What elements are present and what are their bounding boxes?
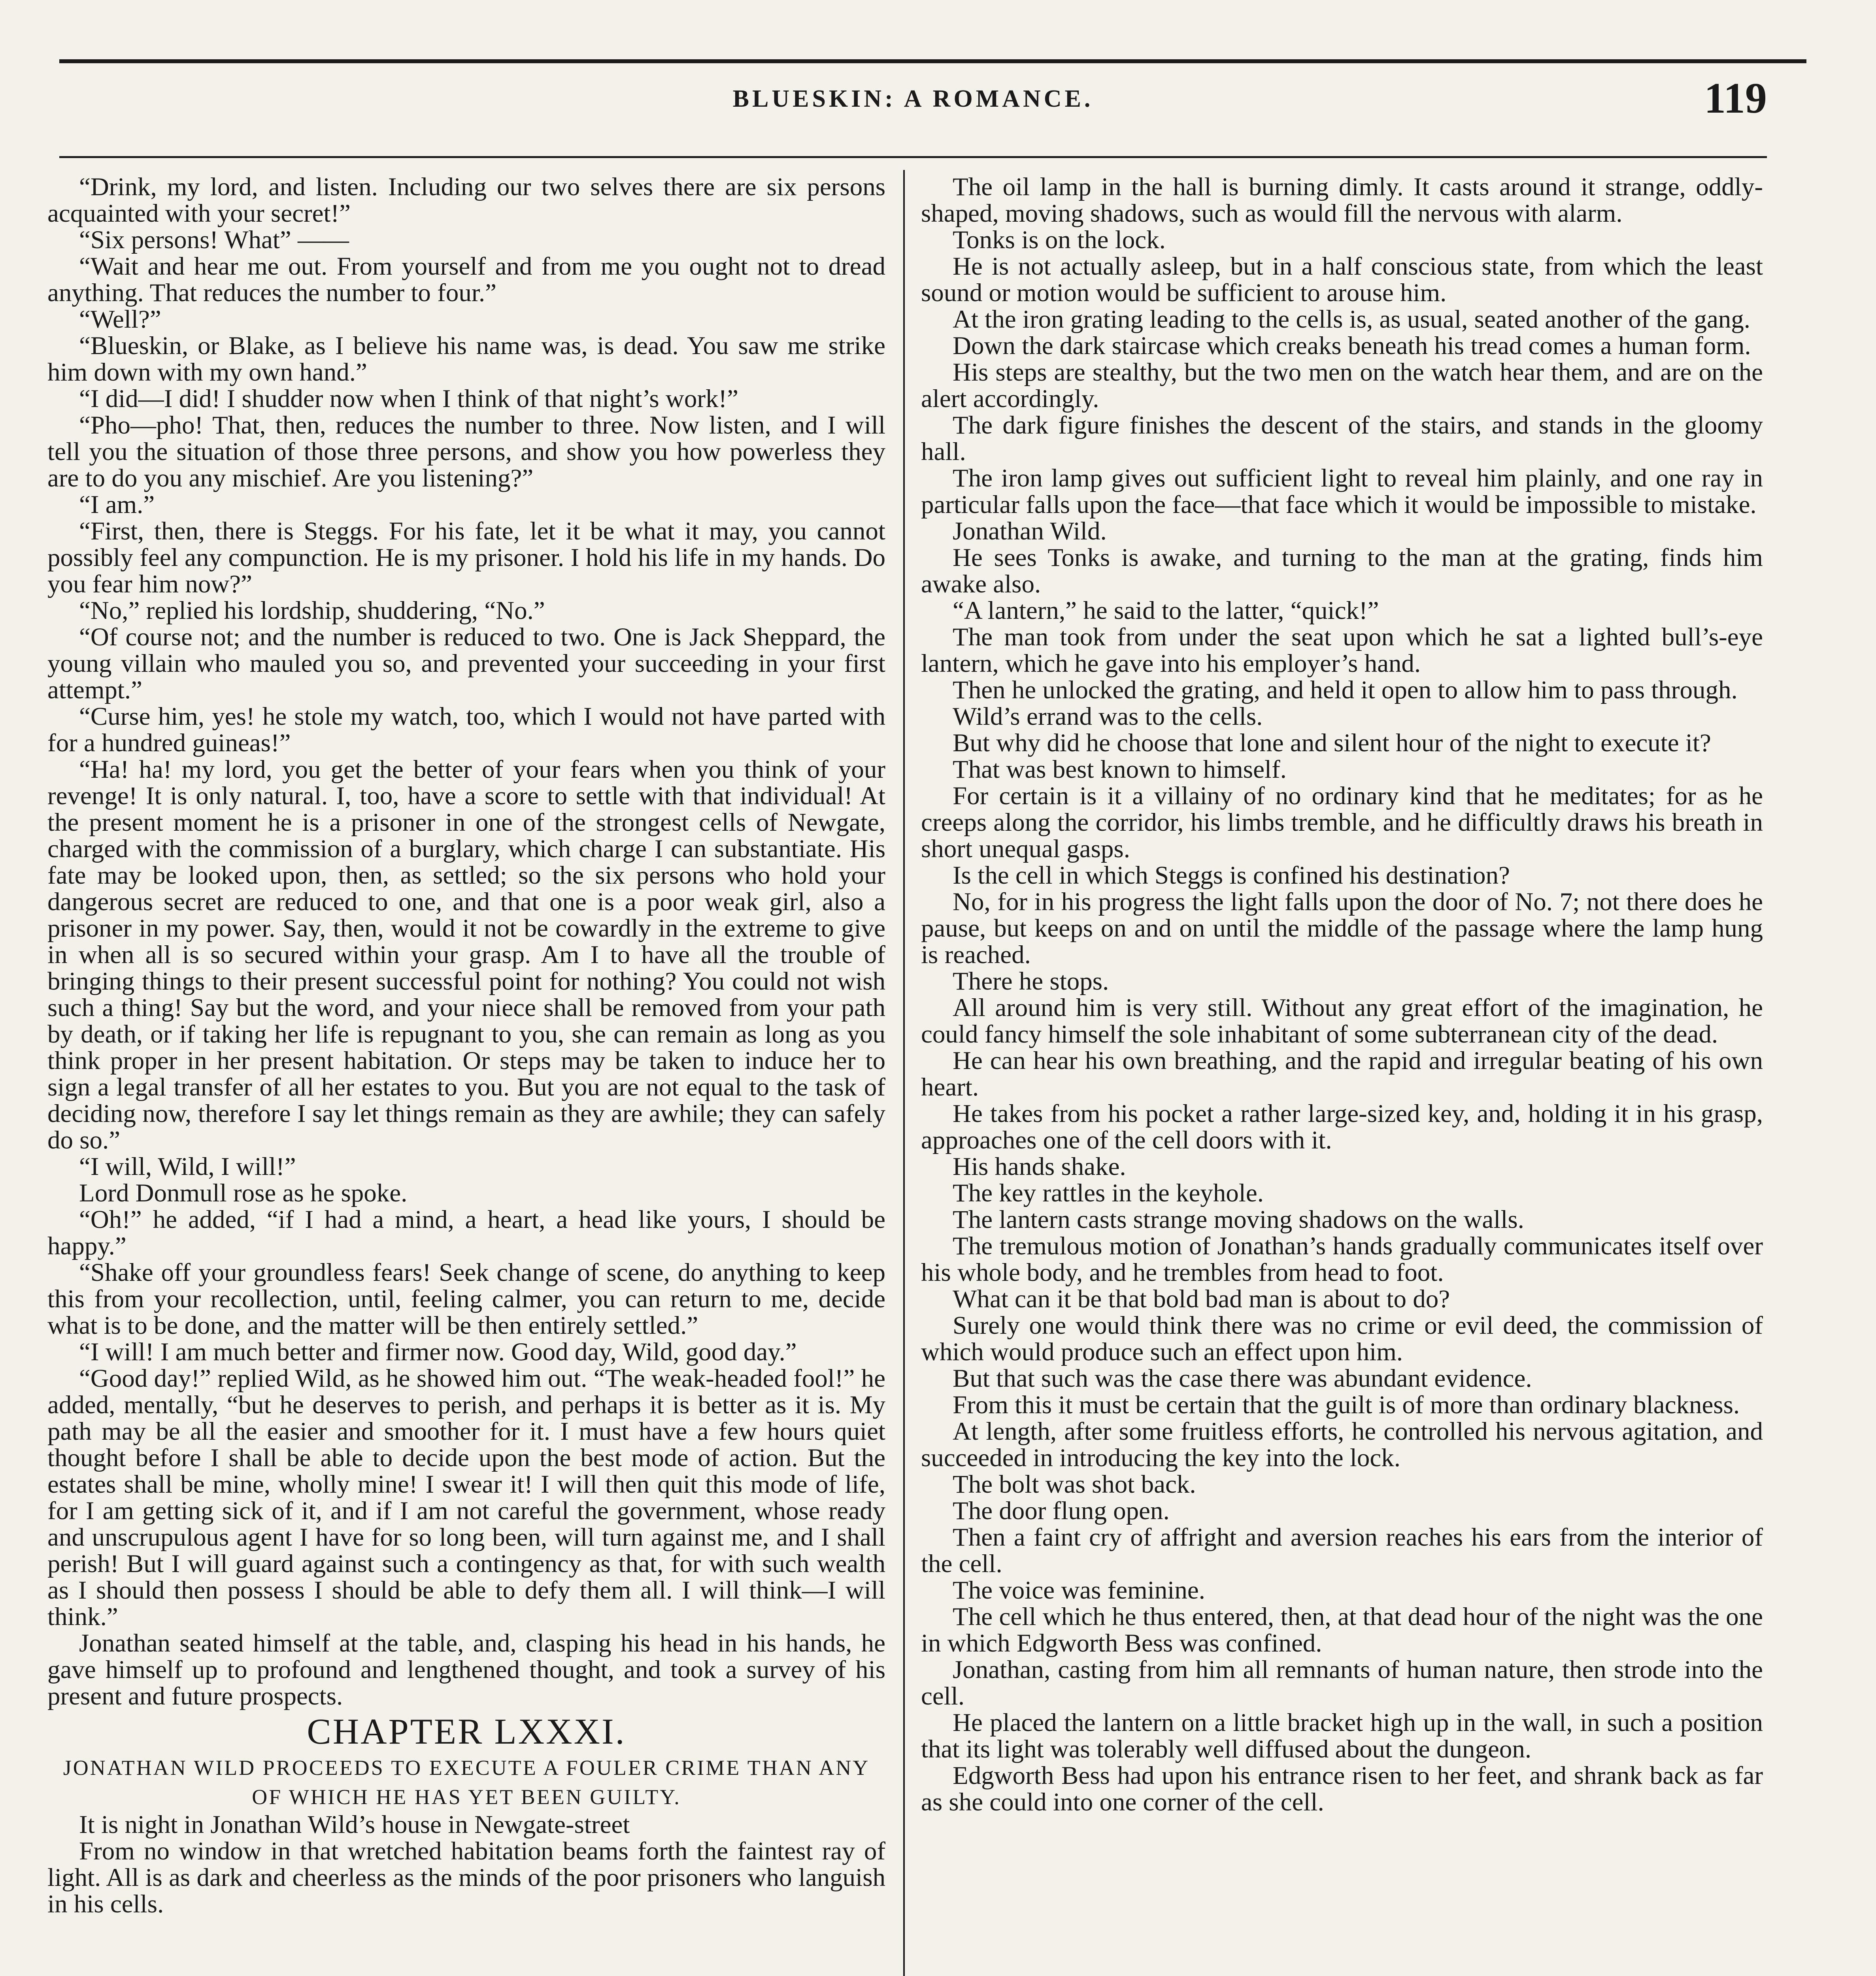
paragraph: His steps are stealthy, but the two men on the watch hear them, and are on the alert accordingly. — [921, 358, 1763, 413]
paragraph: “Good day!” replied Wild, as he showed him out. “The weak-headed fool!” he added, mentally, “but he deserves to perish, and perhaps it is better as it is. My path may be all the easier and smoother for it. I must have a few hours quiet thought before I shall be able to decide upon the best mode of action. But the estates shall be mine, wholly mine! I swear it! I will then quit this mode of life, for I am getting sick of it, and if I am not careful the government, whose ready and unscrupulous agent I have for so long been, will turn against me, and I shall perish! But I will guard against such a contingency as that, for with such wealth as I should then possess I should be able to defy them all. I will think—I will think.” — [47, 1364, 885, 1631]
paragraph: Jonathan, casting from him all remnants of human nature, then strode into the cell. — [921, 1655, 1763, 1710]
page-number: 119 — [1704, 74, 1767, 122]
paragraph: He is not actually asleep, but in a half conscious state, from which the least sound or motion would be sufficient to arouse him. — [921, 252, 1763, 307]
paragraph: “Wait and hear me out. From yourself and from me you ought not to dread anything. That reduces the number to four.” — [47, 252, 885, 307]
paragraph: “No,” replied his lordship, shuddering, “No.” — [79, 596, 545, 625]
chapter-title: CHAPTER LXXXI. — [307, 1711, 626, 1752]
paragraph: The man took from under the seat upon which he sat a lighted bull’s-eye lantern, which he gave into his employer’s hand. — [921, 623, 1763, 678]
paragraph: The iron lamp gives out sufficient light to reveal him plainly, and one ray in particular falls upon the face—that face which it would be impossible to mistake. — [921, 464, 1763, 519]
chapter-subtitle: JONATHAN WILD PROCEEDS TO EXECUTE A FOULER CRIME THAN ANY OF WHICH HE HAS YET BEEN GUILTY. — [63, 1756, 870, 1809]
paragraph: He sees Tonks is awake, and turning to the man at the grating, finds him awake also. — [921, 543, 1763, 598]
paragraph: The dark figure finishes the descent of the stairs, and stands in the gloomy hall. — [921, 411, 1763, 466]
paragraph: Lord Donmull rose as he spoke. — [79, 1179, 408, 1207]
paragraph: Is the cell in which Steggs is confined his destination? — [953, 861, 1510, 890]
paragraph: It is night in Jonathan Wild’s house in Newgate-street — [79, 1810, 630, 1839]
right-column — [921, 174, 1763, 1976]
paragraph: “Well?” — [79, 305, 161, 334]
paragraph: “Oh!” he added, “if I had a mind, a heart, a head like yours, I should be happy.” — [47, 1205, 885, 1260]
paragraph: “I did—I did! I shudder now when I think of that night’s work!” — [79, 385, 739, 413]
paragraph: “Of course not; and the number is reduced to two. One is Jack Sheppard, the young villain who mauled you so, and prevented your succeeding in your first attempt.” — [47, 623, 885, 704]
paragraph: “Drink, my lord, and listen. Including our two selves there are six persons acquainted with your secret!” — [47, 174, 885, 228]
left-column — [47, 174, 885, 1976]
paragraph: “First, then, there is Steggs. For his fate, let it be what it may, you cannot possibly feel any compunction. He is my prisoner. I hold his life in my hands. Do you fear him now?” — [47, 517, 885, 598]
top-border-rule — [59, 59, 1806, 63]
paragraph: “I am.” — [79, 490, 155, 519]
paragraph: “Curse him, yes! he stole my watch, too, which I would not have parted with for a hundred guineas!” — [47, 702, 885, 757]
paragraph: From this it must be certain that the guilt is of more than ordinary blackness. — [953, 1391, 1740, 1419]
paragraph: Wild’s errand was to the cells. — [953, 702, 1263, 731]
paragraph: The cell which he thus entered, then, at that dead hour of the night was the one in which Edgworth Bess was confined. — [921, 1603, 1763, 1657]
paragraph: That was best known to himself. — [953, 755, 1287, 784]
paragraph: Jonathan seated himself at the table, and, clasping his head in his hands, he gave himself up to profound and lengthened thought, and took a survey of his present and future prospects. — [47, 1629, 885, 1710]
paragraph: For certain is it a villainy of no ordinary kind that he meditates; for as he creeps along the corridor, his limbs tremble, and he difficultly draws his breath in short unequal gasps. — [921, 782, 1763, 863]
running-title: BLUESKIN: A ROMANCE. — [732, 85, 1094, 112]
paragraph: Down the dark staircase which creaks beneath his tread comes a human form. — [953, 332, 1751, 360]
paragraph: He placed the lantern on a little bracket high up in the wall, in such a position that its light was tolerably well diffused about the dungeon. — [921, 1708, 1763, 1763]
paragraph: Edgworth Bess had upon his entrance risen to her feet, and shrank back as far as she could into one corner of the cell. — [921, 1761, 1763, 1816]
paragraph: Then he unlocked the grating, and held it open to allow him to pass through. — [953, 676, 1738, 704]
paragraph: The oil lamp in the hall is burning dimly. It casts around it strange, oddly-shaped, moving shadows, such as would fill the nervous with alarm. — [921, 174, 1763, 228]
paragraph: “Blueskin, or Blake, as I believe his name was, is dead. You saw me strike him down with my own hand.” — [47, 332, 885, 387]
right-column-text — [921, 174, 1763, 1816]
paragraph: The tremulous motion of Jonathan’s hands gradually communicates itself over his whole body, and he trembles from head to foot. — [921, 1232, 1763, 1287]
paragraph: “Six persons! What” —— — [79, 226, 349, 254]
paragraph: What can it be that bold bad man is about to do? — [953, 1285, 1450, 1313]
page-header — [59, 69, 1767, 148]
paragraph: The bolt was shot back. — [953, 1470, 1196, 1499]
paragraph: No, for in his progress the light falls upon the door of No. 7; not there does he pause, but keeps on and on until the middle of the passage where the lamp hung is reached. — [921, 888, 1763, 969]
header-rule — [59, 156, 1767, 158]
paragraph: His hands shake. — [953, 1152, 1126, 1181]
paragraph: “Ha! ha! my lord, you get the better of your fears when you think of your revenge! It is only natural. I, too, have a score to settle with that individual! At the present moment he is a prisoner in one of the strongest cells of Newgate, charged with the commission of a burglary, which charge I can substantiate. His fate may be looked upon, then, as settled; so the six persons who hold your dangerous secret are reduced to one, and that one is a poor weak girl, also a prisoner in my power. Say, then, would it not be cowardly in the extreme to give in when all is so secured within your grasp. Am I to have all the trouble of bringing things to their present successful point for nothing? You could not wish such a thing! Say but the word, and your niece shall be removed from your path by death, or if taking her life is repugnant to you, she can remain as long as you think proper in her present habitation. Or steps may be taken to induce her to sign a legal transfer of all her estates to you. But you are not equal to the task of deciding now, therefore I say let things remain as they are awhile; they can safely do so.” — [47, 755, 885, 1154]
paragraph: “I will, Wild, I will!” — [79, 1152, 296, 1181]
paragraph: But that such was the case there was abundant evidence. — [953, 1364, 1532, 1393]
paragraph: “A lantern,” he said to the latter, “quick!” — [953, 596, 1379, 625]
paragraph: “I will! I am much better and firmer now. Good day, Wild, good day.” — [79, 1338, 797, 1366]
paragraph: “Shake off your groundless fears! Seek change of scene, do anything to keep this from your recollection, until, feeling calmer, you can return to me, decide what is to be done, and the matter will be then entirely settled.” — [47, 1258, 885, 1340]
column-divider — [903, 170, 905, 1976]
paragraph: The lantern casts strange moving shadows on the walls. — [953, 1205, 1524, 1234]
paragraph: There he stops. — [953, 967, 1109, 996]
left-column-chapter-text — [47, 1812, 885, 1918]
paragraph: All around him is very still. Without any great effort of the imagination, he could fancy himself the sole inhabitant of some subterranean city of the dead. — [921, 994, 1763, 1048]
paragraph: The voice was feminine. — [953, 1576, 1205, 1605]
paragraph: At the iron grating leading to the cells is, as usual, seated another of the gang. — [953, 305, 1751, 334]
paragraph: At length, after some fruitless efforts, he controlled his nervous agitation, and succeeded in introducing the key into the lock. — [921, 1417, 1763, 1472]
paragraph: From no window in that wretched habitation beams forth the faintest ray of light. All is as dark and cheerless as the minds of the poor prisoners who languish in his cells. — [47, 1837, 885, 1918]
paragraph: “Pho—pho! That, then, reduces the number to three. Now listen, and I will tell you the situation of those three persons, and show you how powerless they are to do you any mischief. Are you listening?” — [47, 411, 885, 492]
paragraph: Jonathan Wild. — [953, 517, 1107, 545]
paragraph: But why did he choose that lone and silent hour of the night to execute it? — [953, 729, 1711, 757]
paragraph: He can hear his own breathing, and the rapid and irregular beating of his own heart. — [921, 1046, 1763, 1101]
paragraph: Tonks is on the lock. — [953, 226, 1166, 254]
paragraph: Surely one would think there was no crime or evil deed, the commission of which would produce such an effect upon him. — [921, 1311, 1763, 1366]
left-column-text — [47, 174, 885, 1710]
paragraph: The key rattles in the keyhole. — [953, 1179, 1264, 1207]
paragraph: He takes from his pocket a rather large-sized key, and, holding it in his grasp, approaches one of the cell doors with it. — [921, 1099, 1763, 1154]
paragraph: Then a faint cry of affright and aversion reaches his ears from the interior of the cell. — [921, 1523, 1763, 1578]
paragraph: The door flung open. — [953, 1497, 1170, 1525]
